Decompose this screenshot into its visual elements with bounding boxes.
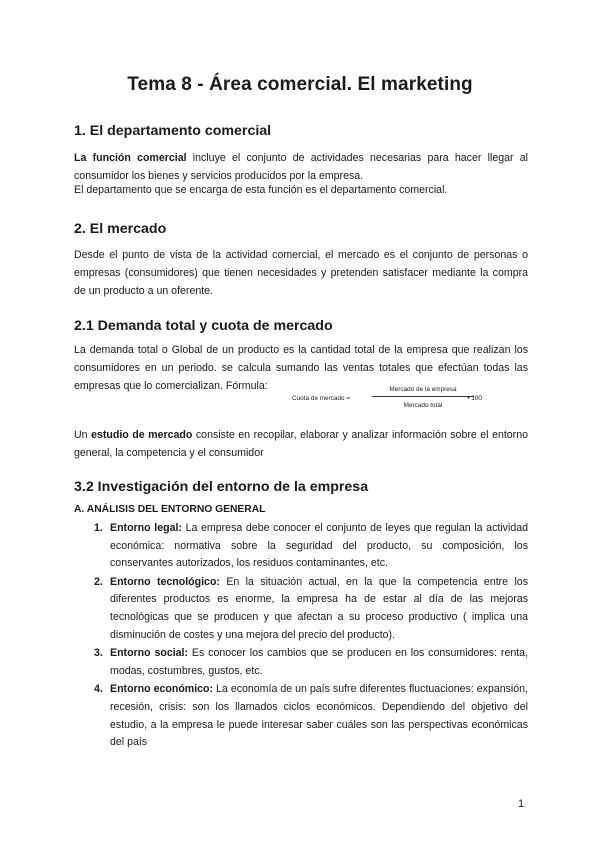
list-label: Entorno económico: [110, 683, 214, 696]
list-number: 2. [94, 575, 103, 588]
page-number: 1 [518, 798, 525, 810]
list-text: En la situación actual, en la que la competencia entre los diferentes productos es enorme, la empresa ha de estar al día de las mejoras tecnológicas que se producen y que afectan a su proceso productivo ( implica una disminución de costes y una mejora del precio del producto). [110, 575, 528, 641]
bold-term: La función comercial [74, 152, 187, 164]
formula-lhs: Cuota de mercado = [292, 395, 351, 402]
formula-denominator: Mercado total [403, 402, 443, 409]
paragraph-demanda: La demanda total o Global de un producto es la cantidad total de la empresa que realizan los consumidores en un periodo. se calcula sumando las ventas totales que efectúan todas las empresas que lo comercializan. Fórmula: [74, 344, 528, 392]
list-number: 3. [94, 647, 103, 660]
list-label: Entorno tecnológico: [110, 575, 220, 588]
list-item [74, 574, 528, 644]
list-number: 1. [94, 522, 103, 534]
list-text: La economía de un país sufre diferentes fluctuaciones: expansión, recesión, crisis: son los llamados ciclos económicos. Dependiendo del objetivo del estudio, a la empresa le puede interesar saber cuáles son las perspectivas económicas del país [110, 683, 528, 749]
paragraph-mercado: Desde el punto de vista de la actividad comercial, el mercado es el conjunto de personas o empresas (consumidores) que tienen necesidades y pretenden satisfacer mediante la compra de un producto a un oferente. [74, 249, 528, 297]
paragraph-text: Un [74, 429, 92, 441]
list-item [74, 645, 528, 680]
list-item [74, 520, 528, 573]
paragraph-text: consiste en recopilar, elaborar y analizar información sobre el entorno general, la competencia y el consumidor [74, 429, 528, 459]
section-heading-mercado: 2. El mercado [74, 221, 167, 237]
list-label: Entorno social: [110, 647, 189, 660]
paragraph-text: incluye el conjunto de actividades necesarias para hacer llegar al consumidor los bienes y servicios producidos por la empresa. [74, 152, 528, 182]
section-heading-departamento: 1. El departamento comercial [74, 123, 272, 139]
entorno-list [74, 520, 528, 752]
formula-multiplier: • 100 [467, 395, 482, 402]
formula-numerator: Mercado de la empresa [389, 386, 457, 393]
subheading-analisis: A. ANÁLISIS DEL ENTORNO GENERAL [74, 504, 266, 515]
market-share-formula [292, 386, 482, 412]
page-title: Tema 8 - Área comercial. El marketing [127, 74, 473, 95]
list-label: Entorno legal: [110, 522, 182, 534]
list-item [74, 681, 528, 751]
paragraph-departamento: El departamento que se encarga de esta función es el departamento comercial. [74, 184, 448, 196]
list-text: La empresa debe conocer el conjunto de leyes que regulan la actividad económica: normativa sobre la seguridad del producto, su composición, los conservantes autorizados, los residuos contaminantes, etc. [110, 522, 528, 570]
paragraph-funcion-comercial [74, 149, 528, 185]
paragraph-estudio-mercado [74, 426, 528, 462]
section-heading-demanda: 2.1 Demanda total y cuota de mercado [74, 318, 333, 334]
list-text: Es conocer los cambios que se producen en los consumidores: renta, modas, costumbres, gustos, etc. [110, 647, 529, 677]
section-heading-entorno: 3.2 Investigación del entorno de la empresa [74, 479, 369, 495]
list-number: 4. [94, 683, 103, 696]
bold-term: estudio de mercado [91, 429, 193, 441]
